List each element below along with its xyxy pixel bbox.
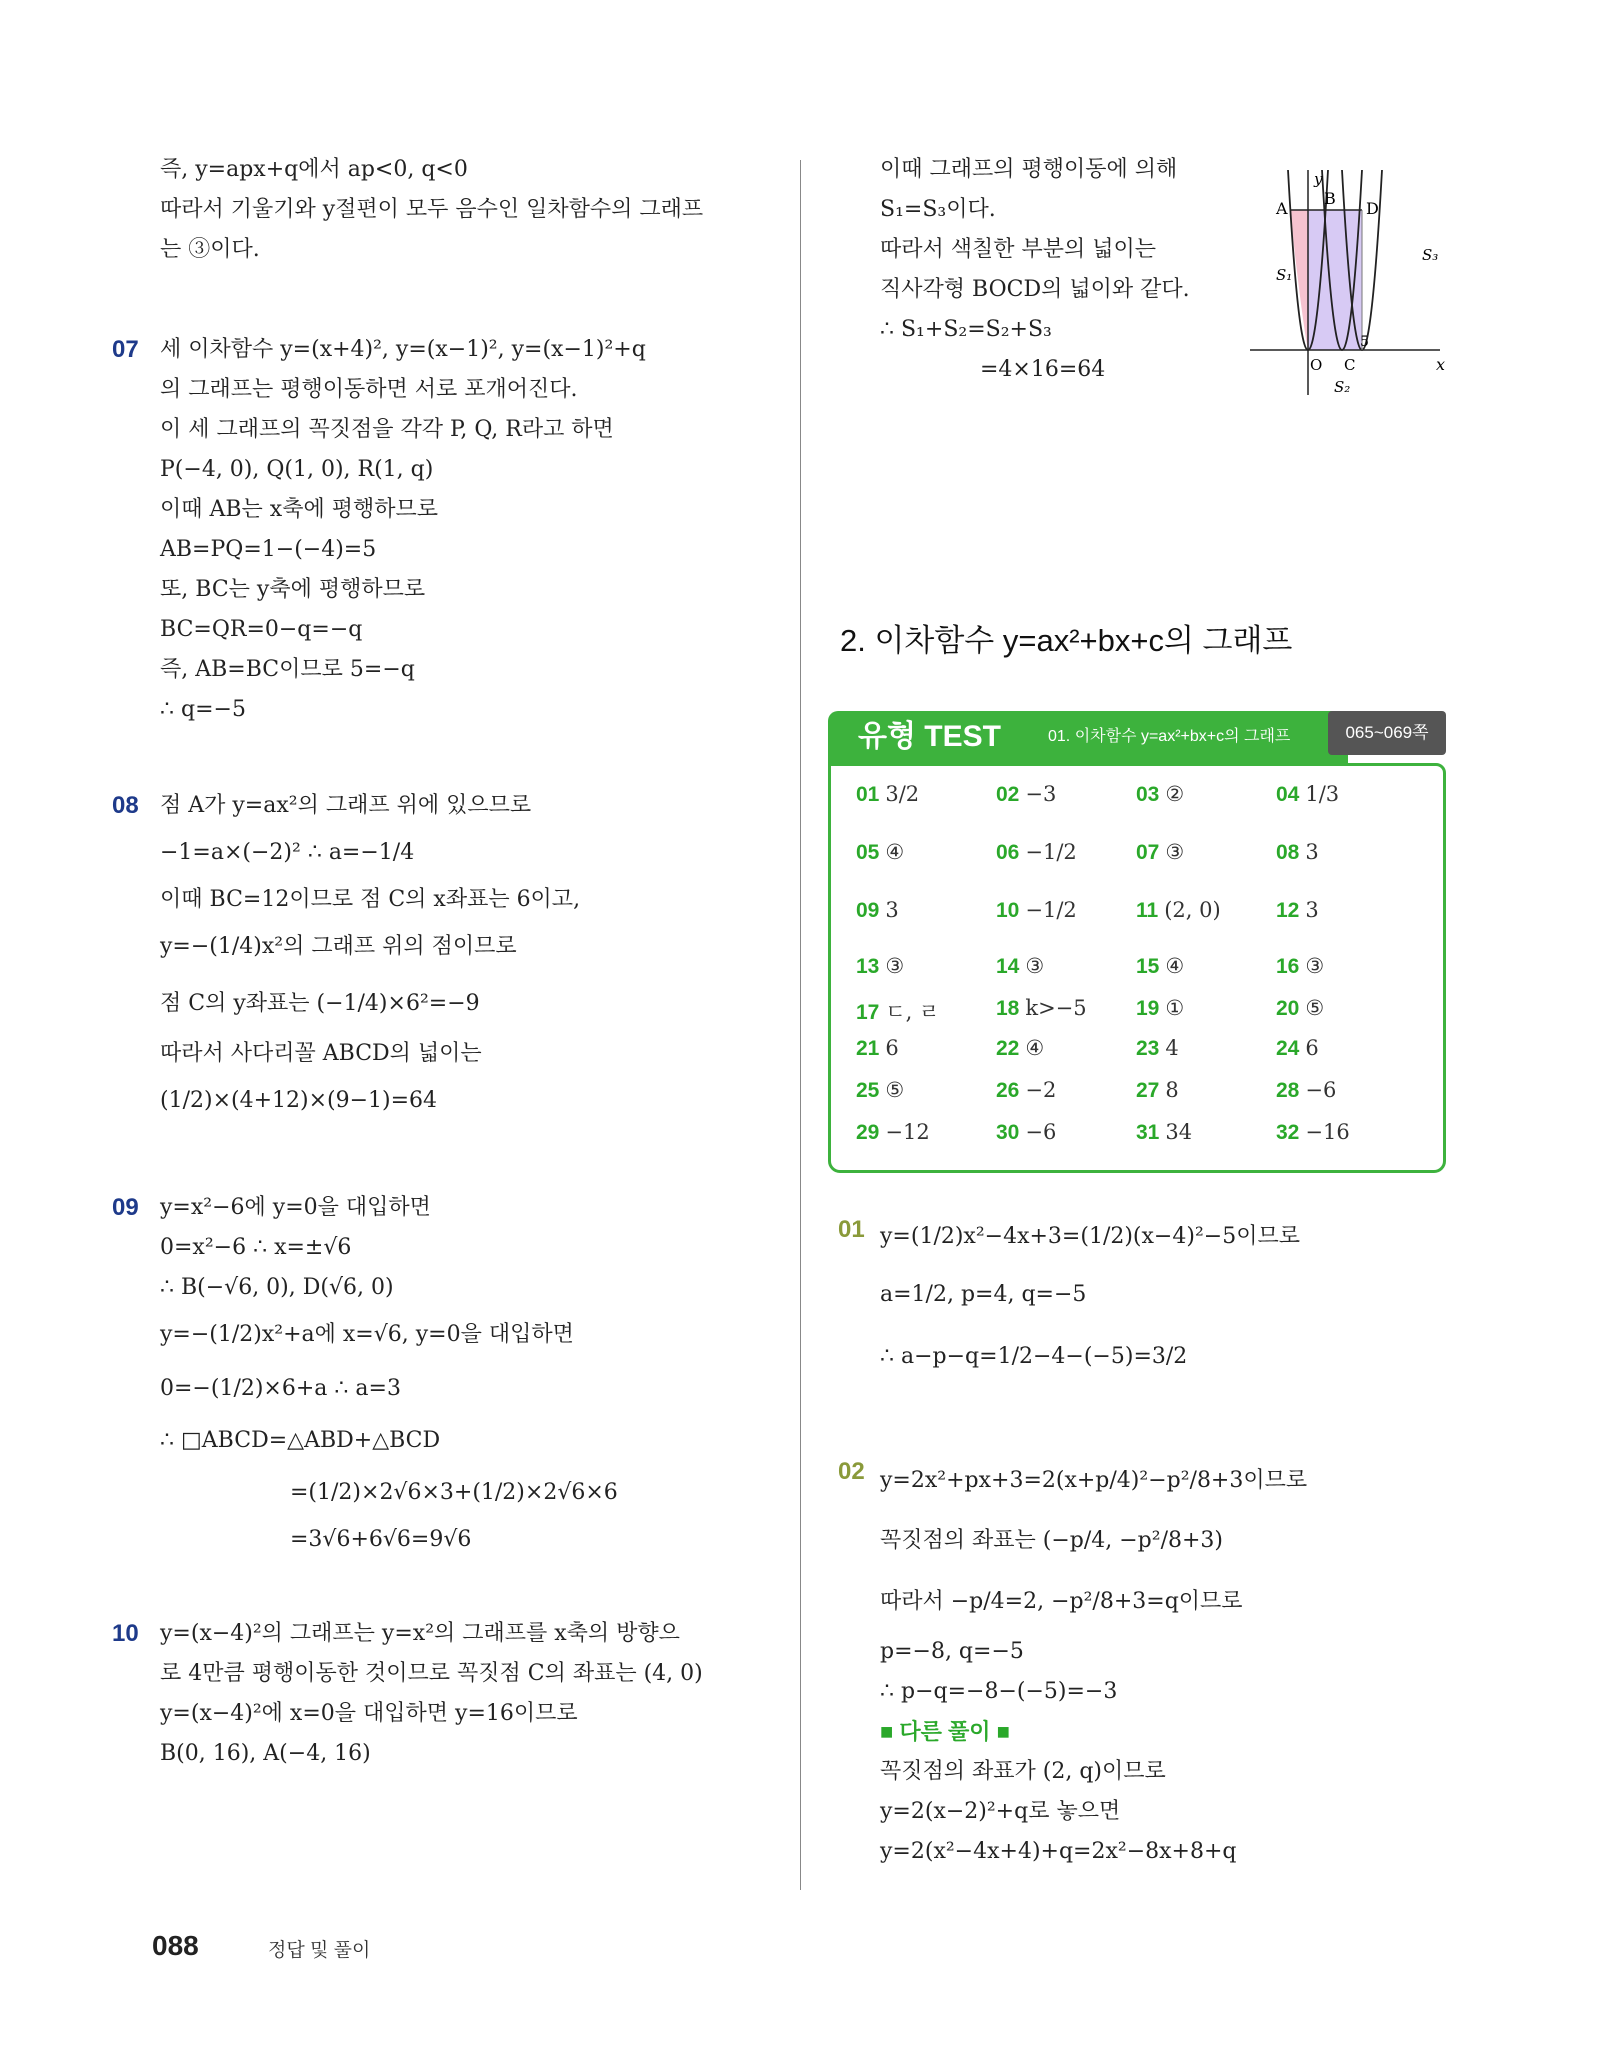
answer-value: ③ bbox=[885, 954, 905, 978]
answer-number: 24 bbox=[1276, 1037, 1300, 1060]
answer-item bbox=[856, 782, 919, 807]
answer-value: ㄷ, ㄹ bbox=[885, 1000, 940, 1024]
answer-number: 08 bbox=[1276, 841, 1300, 864]
type-test-card bbox=[828, 711, 1446, 1171]
page-range-badge: 065~069쪽 bbox=[1328, 711, 1446, 755]
label-d: D bbox=[1366, 199, 1379, 218]
answer-number: 18 bbox=[996, 997, 1020, 1020]
answer-item bbox=[1276, 782, 1339, 807]
answer-item bbox=[1276, 898, 1319, 923]
text-line: 따라서 기울기와 y절편이 모두 음수인 일차함수의 그래프 bbox=[160, 197, 704, 222]
text-line: =(1/2)×2√6×3+(1/2)×2√6×6 bbox=[290, 1480, 618, 1505]
card-header bbox=[828, 711, 1348, 763]
answer-value: 3 bbox=[1305, 898, 1319, 922]
text-line: 이때 그래프의 평행이동에 의해 bbox=[880, 157, 1178, 182]
answer-value: 3 bbox=[885, 898, 899, 922]
answer-number: 05 bbox=[856, 841, 880, 864]
problem-number: 09 bbox=[112, 1194, 139, 1221]
shaded-region-s1 bbox=[1290, 210, 1308, 350]
label-s2: S₂ bbox=[1334, 378, 1351, 396]
text-line: 점 A가 y=ax²의 그래프 위에 있으므로 bbox=[160, 793, 532, 818]
problem-number: 01 bbox=[838, 1216, 865, 1243]
answer-number: 19 bbox=[1136, 997, 1160, 1020]
answer-value: ③ bbox=[1025, 954, 1045, 978]
section-heading: 2. 이차함수 y=ax²+bx+c의 그래프 bbox=[840, 623, 1293, 658]
answer-value: ③ bbox=[1305, 954, 1325, 978]
text-line: y=2x²+px+3=2(x+p/4)²−p²/8+3이므로 bbox=[880, 1468, 1308, 1493]
answer-value: ② bbox=[1165, 782, 1185, 806]
answer-number: 01 bbox=[856, 783, 880, 806]
text-line: ∴ □ABCD=△ABD+△BCD bbox=[160, 1428, 441, 1453]
answer-number: 09 bbox=[856, 899, 880, 922]
answer-number: 21 bbox=[856, 1037, 880, 1060]
text-line: 꼭짓점의 좌표는 (−p/4, −p²/8+3) bbox=[880, 1528, 1224, 1553]
answer-item bbox=[1136, 954, 1184, 979]
answer-number: 31 bbox=[1136, 1121, 1160, 1144]
text-line: y=−(1/4)x²의 그래프 위의 점이므로 bbox=[160, 934, 517, 959]
text-line: BC=QR=0−q=−q bbox=[160, 617, 363, 642]
column-divider bbox=[800, 160, 801, 1890]
answer-value: 3/2 bbox=[885, 782, 920, 806]
answer-number: 13 bbox=[856, 955, 880, 978]
alternative-solution-title: ■ 다른 풀이 ■ bbox=[880, 1719, 1010, 1744]
text-line: y=(1/2)x²−4x+3=(1/2)(x−4)²−5이므로 bbox=[880, 1224, 1300, 1249]
answer-value: 4 bbox=[1165, 1036, 1179, 1060]
answer-item bbox=[996, 1078, 1056, 1103]
answer-item bbox=[1136, 1120, 1192, 1145]
answer-number: 20 bbox=[1276, 997, 1300, 1020]
answer-value: −2 bbox=[1025, 1078, 1057, 1102]
answer-number: 12 bbox=[1276, 899, 1300, 922]
text-line: p=−8, q=−5 bbox=[880, 1639, 1024, 1664]
text-line: y=−(1/2)x²+a에 x=√6, y=0을 대입하면 bbox=[160, 1322, 574, 1347]
answer-number: 06 bbox=[996, 841, 1020, 864]
answer-value: 6 bbox=[885, 1036, 899, 1060]
text-line: 즉, AB=BC이므로 5=−q bbox=[160, 657, 415, 682]
answer-number: 28 bbox=[1276, 1079, 1300, 1102]
answer-item bbox=[1276, 954, 1324, 979]
text-line: 직사각형 BOCD의 넓이와 같다. bbox=[880, 277, 1190, 302]
label-s3: S₃ bbox=[1422, 246, 1439, 264]
right-top-text bbox=[880, 150, 1240, 390]
text-line: 0=x²−6 ∴ x=±√6 bbox=[160, 1235, 352, 1260]
problem-number: 02 bbox=[838, 1458, 865, 1485]
answer-item bbox=[856, 1036, 899, 1061]
intro-block bbox=[160, 150, 780, 270]
answer-item bbox=[996, 840, 1077, 865]
card-subtitle: 01. 이차함수 y=ax²+bx+c의 그래프 bbox=[1048, 728, 1291, 745]
answer-item bbox=[856, 898, 899, 923]
text-line: =3√6+6√6=9√6 bbox=[290, 1527, 472, 1552]
text-line: ∴ p−q=−8−(−5)=−3 bbox=[880, 1679, 1118, 1704]
answer-value: −3 bbox=[1025, 782, 1057, 806]
answer-item bbox=[996, 954, 1044, 979]
answer-item bbox=[1276, 1120, 1350, 1145]
answer-value: ④ bbox=[885, 840, 905, 864]
answer-value: −6 bbox=[1305, 1078, 1337, 1102]
answer-number: 26 bbox=[996, 1079, 1020, 1102]
answer-number: 16 bbox=[1276, 955, 1300, 978]
solution-r02 bbox=[838, 1452, 1440, 1872]
label-a: A bbox=[1276, 199, 1288, 218]
problem-number: 07 bbox=[112, 336, 139, 363]
answer-value: −16 bbox=[1305, 1120, 1350, 1144]
text-line: ∴ q=−5 bbox=[160, 697, 246, 722]
text-line: ∴ B(−√6, 0), D(√6, 0) bbox=[160, 1275, 394, 1300]
answer-number: 29 bbox=[856, 1121, 880, 1144]
label-b: B bbox=[1324, 189, 1336, 208]
text-line: −1=a×(−2)² ∴ a=−1/4 bbox=[160, 840, 415, 865]
text-line: ∴ a−p−q=1/2−4−(−5)=3/2 bbox=[880, 1344, 1188, 1369]
text-line: y=2(x−2)²+q로 놓으면 bbox=[880, 1799, 1121, 1824]
answer-number: 27 bbox=[1136, 1079, 1160, 1102]
text-line: 이때 AB는 x축에 평행하므로 bbox=[160, 497, 438, 522]
answer-number: 14 bbox=[996, 955, 1020, 978]
label-s1: S₁ bbox=[1276, 266, 1293, 284]
answer-value: −1/2 bbox=[1025, 840, 1077, 864]
text-line: 또, BC는 y축에 평행하므로 bbox=[160, 577, 426, 602]
text-line: 꼭짓점의 좌표가 (2, q)이므로 bbox=[880, 1759, 1166, 1784]
answer-value: 8 bbox=[1165, 1078, 1179, 1102]
answer-item bbox=[856, 840, 904, 865]
answer-item bbox=[856, 954, 904, 979]
text-line: 따라서 −p/4=2, −p²/8+3=q이므로 bbox=[880, 1589, 1243, 1614]
label-c: C bbox=[1344, 356, 1356, 374]
text-line: 따라서 색칠한 부분의 넓이는 bbox=[880, 237, 1157, 262]
text-line: S₁=S₃이다. bbox=[880, 197, 996, 222]
problem-number: 08 bbox=[112, 792, 139, 819]
answer-number: 25 bbox=[856, 1079, 880, 1102]
answer-number: 02 bbox=[996, 783, 1020, 806]
answer-item bbox=[856, 1078, 904, 1103]
text-line: 점 C의 y좌표는 (−1/4)×6²=−9 bbox=[160, 991, 480, 1016]
problem-number: 10 bbox=[112, 1620, 139, 1647]
answer-item bbox=[856, 996, 939, 1026]
answer-item bbox=[996, 1036, 1044, 1061]
text-line: 의 그래프는 평행이동하면 서로 포개어진다. bbox=[160, 377, 578, 402]
answer-item bbox=[856, 1120, 930, 1145]
text-line: 즉, y=apx+q에서 ap<0, q<0 bbox=[160, 157, 468, 182]
answer-number: 15 bbox=[1136, 955, 1160, 978]
answer-item bbox=[996, 1120, 1056, 1145]
card-title: 유형 TEST bbox=[858, 720, 1001, 753]
text-line: =4×16=64 bbox=[980, 357, 1106, 382]
answer-item bbox=[1276, 1036, 1319, 1061]
label-five: 5 bbox=[1360, 334, 1369, 350]
answer-value: ④ bbox=[1025, 1036, 1045, 1060]
text-line: y=(x−4)²의 그래프는 y=x²의 그래프를 x축의 방향으 bbox=[160, 1621, 680, 1646]
answer-value: 1/3 bbox=[1305, 782, 1340, 806]
answer-value: ④ bbox=[1165, 954, 1185, 978]
answer-item bbox=[996, 996, 1087, 1021]
label-y: y bbox=[1314, 170, 1323, 188]
text-line: y=2(x²−4x+4)+q=2x²−8x+8+q bbox=[880, 1839, 1237, 1864]
answer-item bbox=[1136, 782, 1184, 807]
answer-value: ⑤ bbox=[885, 1078, 905, 1102]
answer-value: 6 bbox=[1305, 1036, 1319, 1060]
text-line: 이 세 그래프의 꼭짓점을 각각 P, Q, R라고 하면 bbox=[160, 417, 614, 442]
left-column bbox=[112, 150, 780, 1774]
solution-r01 bbox=[838, 1210, 1440, 1388]
solution-10 bbox=[112, 1614, 780, 1774]
text-line: ∴ S₁+S₂=S₂+S₃ bbox=[880, 317, 1052, 342]
answer-item bbox=[1276, 840, 1319, 865]
solution-09 bbox=[112, 1188, 780, 1560]
answer-number: 17 bbox=[856, 1001, 880, 1024]
answer-value: 3 bbox=[1305, 840, 1319, 864]
solution-07 bbox=[112, 330, 780, 730]
answer-item bbox=[1276, 996, 1324, 1021]
footer-label: 정답 및 풀이 bbox=[268, 1940, 371, 1961]
answer-value: ① bbox=[1165, 996, 1185, 1020]
answer-number: 04 bbox=[1276, 783, 1300, 806]
answer-item bbox=[1276, 1078, 1336, 1103]
answer-value: ③ bbox=[1165, 840, 1185, 864]
answer-item bbox=[996, 782, 1056, 807]
text-line: P(−4, 0), Q(1, 0), R(1, q) bbox=[160, 457, 434, 482]
text-line: 따라서 사다리꼴 ABCD의 넓이는 bbox=[160, 1041, 482, 1066]
answer-value: −12 bbox=[885, 1120, 930, 1144]
text-line: 이때 BC=12이므로 점 C의 x좌표는 6이고, bbox=[160, 887, 581, 912]
label-x: x bbox=[1436, 355, 1446, 374]
page-number: 088 bbox=[152, 1930, 199, 1961]
text-line: 로 4만큼 평행이동한 것이므로 꼭짓점 C의 좌표는 (4, 0) bbox=[160, 1661, 703, 1686]
text-line: 는 ③이다. bbox=[160, 237, 260, 262]
text-line: a=1/2, p=4, q=−5 bbox=[880, 1282, 1087, 1307]
answer-item bbox=[1136, 996, 1184, 1021]
text-line: y=(x−4)²에 x=0을 대입하면 y=16이므로 bbox=[160, 1701, 578, 1726]
answer-number: 10 bbox=[996, 899, 1020, 922]
text-line: 0=−(1/2)×6+a ∴ a=3 bbox=[160, 1376, 401, 1401]
text-line: 세 이차함수 y=(x+4)², y=(x−1)², y=(x−1)²+q bbox=[160, 337, 646, 362]
solution-08 bbox=[112, 786, 780, 1128]
answer-number: 03 bbox=[1136, 783, 1160, 806]
text-line: y=x²−6에 y=0을 대입하면 bbox=[160, 1195, 431, 1220]
answer-number: 30 bbox=[996, 1121, 1020, 1144]
answer-item bbox=[1136, 1036, 1179, 1061]
answer-item bbox=[1136, 898, 1221, 923]
answer-value: ⑤ bbox=[1305, 996, 1325, 1020]
text-line: (1/2)×(4+12)×(9−1)=64 bbox=[160, 1088, 438, 1113]
text-line: B(0, 16), A(−4, 16) bbox=[160, 1741, 371, 1766]
parabola-figure bbox=[1250, 170, 1450, 400]
right-solutions bbox=[838, 1210, 1440, 1872]
answer-number: 11 bbox=[1136, 899, 1159, 922]
text-line: AB=PQ=1−(−4)=5 bbox=[160, 537, 377, 562]
label-o: O bbox=[1310, 356, 1323, 374]
card-body bbox=[828, 763, 1446, 1173]
answer-number: 07 bbox=[1136, 841, 1160, 864]
answer-value: −1/2 bbox=[1025, 898, 1077, 922]
answer-number: 32 bbox=[1276, 1121, 1300, 1144]
answer-item bbox=[996, 898, 1077, 923]
answer-value: 34 bbox=[1165, 1120, 1193, 1144]
answer-item bbox=[1136, 1078, 1179, 1103]
answer-value: k>−5 bbox=[1025, 996, 1087, 1020]
answer-item bbox=[1136, 840, 1184, 865]
answer-value: −6 bbox=[1025, 1120, 1057, 1144]
answer-number: 22 bbox=[996, 1037, 1020, 1060]
answer-value: (2, 0) bbox=[1164, 898, 1221, 922]
answer-number: 23 bbox=[1136, 1037, 1160, 1060]
